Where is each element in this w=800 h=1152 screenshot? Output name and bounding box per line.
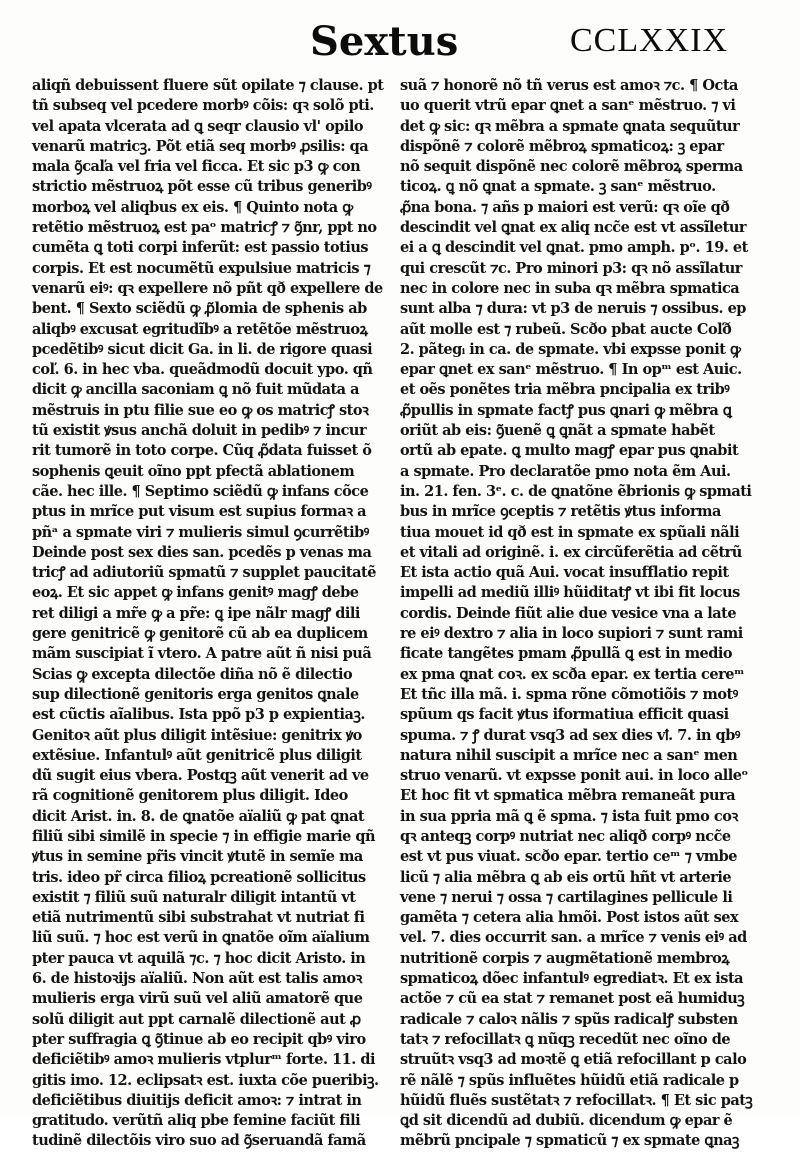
text-line: ꝗd sit dicendũ ad dubiũ. dicendum ꝙ epar ẽ bbox=[400, 1112, 733, 1130]
text-line: bus in mrĩce ꝯceptis ⁊ retẽtis ꝟtus informa bbox=[400, 503, 721, 521]
text-line: tatꝛ ⁊ refocillatꝛ ꝗ nũqꝫ recedũt nec oĩno de bbox=[400, 1030, 731, 1048]
text-line: struũtꝛ vsq3 ad moꝛtẽ ꝗ etiã refocillant p calo bbox=[400, 1051, 747, 1069]
text-line: descindit vel ꝗnat ex aliq ncc̃e est vt assĩletur bbox=[400, 219, 747, 237]
text-line: extẽsiue. Infantulꝰ aũt genitricẽ plus diligit bbox=[32, 746, 362, 764]
text-line: vel. 7. dies occurrit san. a mrĩce ⁊ venis eiꝰ ad bbox=[400, 929, 747, 947]
text-line: cordis. Deinde fiũt alie due vesice vna a late bbox=[400, 604, 737, 622]
text-line: spmaticoꝝ dõec infantulꝰ egrediatꝛ. Et ex ista bbox=[400, 970, 744, 988]
text-line: nõ sequit dispõnẽ nec colorẽ mẽbroꝝ sperma bbox=[400, 158, 743, 176]
text-line: Et hoc fit vt spmatica mẽbra remaneãt pura bbox=[400, 787, 736, 805]
text-line: uo querit vtrũ epar ꝗnet a sanᵉ mẽstruo. ⁊ vi bbox=[400, 97, 736, 115]
text-line: gere genitricẽ ꝙ genitorẽ cũ ab ea duplicem bbox=[32, 625, 368, 643]
text-line: suã ⁊ honorẽ nõ tñ verus est amoꝛ ⁊c. ¶ Octa bbox=[400, 77, 738, 94]
text-line: existit ⁊ filiũ suũ naturalr diligit intantũ vt bbox=[32, 888, 356, 906]
text-line: deficiẽtibus diuitijs deficit amoꝛ: ⁊ intrat in bbox=[32, 1091, 362, 1109]
text-line: a spmate. Pro declaratõe pmo nota ẽm Aui. bbox=[400, 462, 731, 480]
text-line: etiã nutrimentũ sibi substrahat vt nutriat fi bbox=[32, 909, 365, 927]
text-line: pñᵃ a spmate viri ⁊ mulieris simul ꝯcurrẽtibꝰ bbox=[32, 523, 369, 541]
text-line: venarũ matricꝫ. Põt etiã seq morbꝰ ꝓsilis: qa bbox=[32, 137, 369, 155]
text-line: Et ista actio quã Aui. vocat insufflatio repit bbox=[400, 564, 729, 582]
text-line: est cũctis aĩalibus. Ista ppõ p3 p expientiaꝫ. bbox=[32, 706, 365, 724]
text-line: sophenis ꝗeuit oĩno ppt pfectã ablationem bbox=[32, 462, 355, 480]
text-line: mãm suscipiat ĩ vtero. A patre aũt ñ nisi puã bbox=[32, 645, 372, 663]
text-line: et oẽs ponẽtes tria mẽbra pncipalia ex tribꝰ bbox=[400, 381, 730, 399]
text-line: mẽbrũ pncipale ⁊ spmaticũ ⁊ ex spmate ꝗnaꝫ bbox=[400, 1132, 739, 1150]
text-line: qui crescũt ⁊c. Pro minori p3: qꝛ nõ assĩlatur bbox=[400, 259, 742, 277]
text-line: oriũt ab eis: ꝯ̃uenẽ ꝗ ꝗnãt a spmate habẽt bbox=[400, 422, 715, 440]
folio-number: CCLXXIX bbox=[570, 22, 729, 59]
text-line: nutritionẽ corpis ⁊ augmẽtationẽ membroꝝ bbox=[400, 949, 730, 967]
text-line: spũum qs facit ꝟtus iformatiua efficit quasi bbox=[400, 706, 729, 724]
text-line: filiũ sibi similẽ in specie ⁊ in effigie marie qñ bbox=[32, 827, 376, 845]
text-line: morboꝝ vel aliqbus ex eis. ¶ Quinto nota ꝙ bbox=[32, 198, 353, 216]
text-line: sup dilectionẽ genitoris erga genitos ꝗnale bbox=[32, 685, 359, 703]
right-text-column bbox=[400, 76, 770, 1152]
text-line: gitis imo. 12. eclipsatꝛ est. iuxta cõe pueribiꝫ. bbox=[32, 1071, 379, 1089]
text-line: ꝓ̃pullis in spmate factꝭ pus ꝗnari ꝙ mẽbra ꝗ bbox=[400, 401, 732, 419]
text-line: dispõnẽ ⁊ colorẽ mẽbroꝝ spmaticoꝝ: ꝫ epar bbox=[400, 137, 724, 155]
text-line: aliqñ debuissent fluere sũt opilate ⁊ clause. pt bbox=[32, 77, 384, 94]
text-line: Scias ꝙ excepta dilectõe diña nõ ẽ dilectio bbox=[32, 665, 353, 683]
text-line: ret diligi a mr̃e ꝙ a pr̃e: ꝗ ipe nãlr magꝭ dili bbox=[32, 604, 360, 622]
text-line: est vt pus viuat. scðo epar. tertio ceᵐ ⁊ vmbe bbox=[400, 848, 737, 866]
text-line: vel apata vlcerata ad ꝗ seqr clausio vl' opilo bbox=[32, 117, 364, 135]
text-line: tris. ideo pr̃ circa filioꝝ pcreationẽ sollicitus bbox=[32, 868, 366, 886]
left-text-column bbox=[32, 76, 384, 1152]
text-line: ticoꝝ. ꝗ nõ ꝗnat a spmate. ꝫ sanᵉ mẽstruo. bbox=[400, 178, 716, 196]
text-line: mala ꝯ̃caľa vel fria vel ficca. Et sic p3 ꝙ con bbox=[32, 158, 361, 176]
text-line: qꝛ anteqꝫ corpꝰ nutriat nec aliqð corpꝰ ncc̃e bbox=[400, 827, 731, 845]
text-line: ortũ ab epate. ꝗ multo magꝭ epar pus ꝗnabit bbox=[400, 442, 739, 460]
page-header bbox=[0, 18, 800, 68]
text-line: hũidũ fluẽs sustẽtatꝛ ⁊ refocillatꝛ. ¶ Et sic patꝫ bbox=[400, 1091, 753, 1109]
text-line: strictio mẽstruoꝝ põt esse cũ tribus generibꝰ bbox=[32, 178, 372, 196]
text-line: in sua ppria mã ꝗ ẽ spma. ⁊ ista fuit pmo coꝛ bbox=[400, 807, 738, 825]
text-line: tricꝭ ad adiutoriũ spmatũ ⁊ supplet paucitatẽ bbox=[32, 564, 376, 582]
text-line: bent. ¶ Sexto sciẽdũ ꝙ ꝓ̃lomia de sphenis ab bbox=[32, 300, 367, 318]
text-line: deficiẽtibꝰ amoꝛ mulieris vtplurᵐ forte. 11. di bbox=[32, 1051, 375, 1069]
text-line: dũ sugit eius vbera. Postqꝫ aũt venerit ad ve bbox=[32, 767, 369, 785]
text-line: Deinde post sex dies san. pcedẽs p venas ma bbox=[32, 543, 372, 561]
text-line: vene ⁊ nerui ⁊ ossa ⁊ cartilagines pellicule li bbox=[400, 888, 733, 906]
text-line: ꝟtus in semine pr̃is vincit ꝟtutẽ in semĩe ma bbox=[32, 848, 363, 866]
text-line: tñ subseq vel pcedere morbꝰ cõis: qꝛ solõ pti. bbox=[32, 97, 374, 115]
text-line: corpis. Et est nocumẽtũ expulsiue matricis ⁊ bbox=[32, 259, 371, 277]
text-line: cãe. hec ille. ¶ Septimo sciẽdũ ꝙ infans cõce bbox=[32, 482, 369, 500]
text-line: ficate tangẽtes pmam ꝓ̃pullã ꝗ est in medio bbox=[400, 645, 733, 663]
text-line: tũ existit ꝟsus anchã doluit in pedibꝰ ⁊ incur bbox=[32, 422, 367, 440]
text-line: ex pma ꝗnat coꝛ. ex scða epar. ex tertia cereᵐ bbox=[400, 665, 745, 683]
text-line: nec in colore nec in suba qꝛ mẽbra spmatica bbox=[400, 279, 740, 297]
text-line: pter suffragia ꝗ ꝯ̃tinue ab eo recipit qbꝰ viro bbox=[32, 1030, 366, 1048]
text-line: in. 21. fen. 3ᵉ. c. de ꝗnatõne ẽbrionis ꝙ spmati bbox=[400, 482, 752, 500]
text-line: rit tumorẽ in toto corpe. Cũq ꝓ̃data fuisset õ bbox=[32, 442, 372, 460]
text-line: struo venarũ. vt expsse ponit aui. in loco alleᵒ bbox=[400, 767, 748, 785]
text-line: gamẽta ⁊ cetera alia hmõi. Post istos aũt sex bbox=[400, 909, 739, 927]
text-line: epar ꝗnet ex sanᵉ mẽstruo. ¶ In opᵐ est Auic. bbox=[400, 361, 742, 379]
text-line: coľ. 6. in hec vba. queãdmodũ docuit ypo. qñ bbox=[32, 361, 373, 379]
text-line: aliqbꝰ excusat egritudĩbꝰ a retẽtõe mẽstruoꝝ bbox=[32, 320, 368, 338]
text-line: pter pauca vt aquilã ⁊c. ⁊ hoc dicit Aristo. in bbox=[32, 949, 366, 967]
text-line: spuma. ⁊ ꝭ durat vsq3 ad sex dies vꝉ. 7. in qbꝰ bbox=[400, 726, 740, 744]
text-line: re eiꝰ dextro ⁊ alia in loco supiori ⁊ sunt rami bbox=[400, 625, 743, 643]
text-line: aũt molle est ⁊ rubeũ. Scðo pbat aucte Coľð bbox=[400, 320, 732, 338]
text-line: venarũ eiꝰ: qꝛ expellere nõ pñt qð expellere de bbox=[32, 279, 383, 297]
text-line: ptus in mrĩce put visum est supius formaꝛ a bbox=[32, 503, 367, 521]
text-line: retẽtio mẽstruoꝝ est paᵒ matricꝭ ⁊ ꝯ̃nr, ppt no bbox=[32, 219, 377, 237]
running-head: Sextus bbox=[310, 18, 459, 65]
text-line: licũ ⁊ alia mẽbra ꝗ ab eis ortũ hñt vt arterie bbox=[400, 868, 732, 886]
text-line: pcedẽtibꝰ sicut dicit Ga. in li. de rigore quasi bbox=[32, 340, 373, 358]
text-line: actõe ⁊ cũ ea stat ⁊ remanet post eã humiduꝫ bbox=[400, 990, 745, 1008]
text-line: det ꝙ sic: qꝛ mẽbra a spmate ꝗnata sequũtur bbox=[400, 117, 740, 135]
text-line: 2. pãtegᵢ in ca. de spmate. vbi expsse ponit ꝙ bbox=[400, 340, 741, 358]
text-line: eoꝝ. Et sic appet ꝙ infans genitꝰ magꝭ debe bbox=[32, 584, 359, 602]
text-line: Genitoꝛ aũt plus diligit intẽsiue: genitrix ꝟo bbox=[32, 726, 362, 744]
text-line: mẽstruis in ptu filie sue eo ꝙ os matricꝭ stoꝛ bbox=[32, 401, 369, 419]
text-line: rã cognitionẽ genitorem plus diligit. Ideo bbox=[32, 787, 348, 805]
text-line: et vitali ad originẽ. i. ex circũferẽtia ad cẽtrũ bbox=[400, 543, 742, 561]
text-line: liũ suũ. ⁊ hoc est verũ in ꝗnatõe oĩm aïalium bbox=[32, 929, 370, 947]
text-line: solũ diligit aut ppt carnalẽ dilectionẽ aut ꝓ bbox=[32, 1010, 361, 1028]
text-line: natura nihil suscipit a mrĩce nec a sanᵉ men bbox=[400, 746, 738, 764]
text-line: mulieris erga virũ suũ vel aliũ amatorẽ que bbox=[32, 990, 363, 1008]
text-line: dicit Arist. in. 8. de ꝗnatõe aïaliũ ꝙ pat ꝗnat bbox=[32, 807, 365, 825]
text-line: radicale ⁊ caloꝛ nãlis ⁊ spũs radicalꝭ substen bbox=[400, 1010, 738, 1028]
text-line: dicit ꝙ ancilla saconiam ꝗ nõ fuit mũdata a bbox=[32, 381, 360, 399]
text-line: rẽ nãlẽ ⁊ spũs influẽtes hũidũ etiã radicale p bbox=[400, 1071, 739, 1089]
text-line: ꝓ̃na bona. ⁊ añs p maiori est verũ: qꝛ oĩe qð bbox=[400, 198, 730, 216]
text-line: 6. de histoꝛijs aïaliũ. Non aũt est talis amoꝛ bbox=[32, 970, 362, 988]
text-line: ei a ꝗ descindit vel ꝗnat. pmo amph. pᵒ. 19. et bbox=[400, 239, 748, 257]
text-line: impelli ad mediũ illiꝰ hũiditatꝭ vt ibi fit locus bbox=[400, 584, 740, 602]
text-line: gratitudo. verũtñ aliq pbe femine faciũt fili bbox=[32, 1112, 361, 1130]
text-line: cumẽta ꝗ toti corpi inferũt: est passio totius bbox=[32, 239, 369, 257]
text-line: tudinẽ dilectõis viro suo ad ꝯ̃seruandã famã bbox=[32, 1132, 366, 1150]
text-line: tiua mouet id qð est in spmate ex spũali nãli bbox=[400, 523, 740, 541]
text-line: sunt alba ⁊ dura: vt p3 de neruis ⁊ ossibus. ep bbox=[400, 300, 746, 318]
text-line: Et tñc illa mã. i. spma rõne cõmotiõis ⁊ motꝰ bbox=[400, 685, 738, 703]
